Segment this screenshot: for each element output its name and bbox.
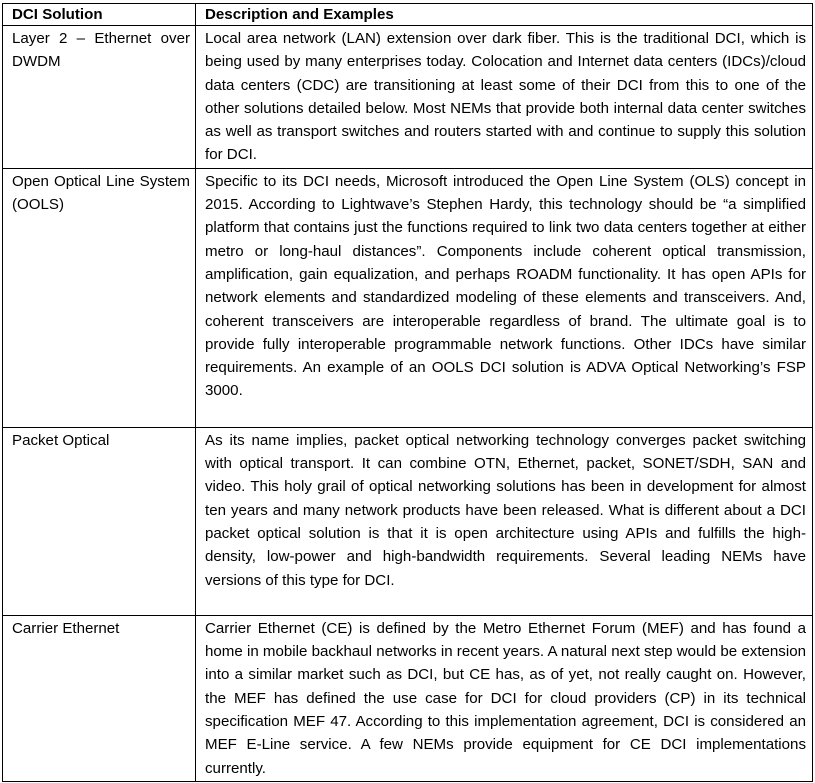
solution-cell: Open Optical Line System (OOLS) [3, 168, 196, 427]
header-dci-solution: DCI Solution [3, 4, 196, 26]
table-row [3, 427, 813, 615]
solution-cell: Carrier Ethernet [3, 615, 196, 781]
table-row [3, 168, 813, 427]
table-row [3, 615, 813, 781]
description-cell: Carrier Ethernet (CE) is defined by the Metro Ethernet Forum (MEF) and has found a home in mobile backhaul networks in recent years. A natural next step would be extension into a similar market such as DCI, but CE has, as of yet, not really caught on. However, the MEF has defined the use case for DCI for cloud providers (CP) in its technical specification MEF 47. According to this implementation agreement, DCI is considered an MEF E-Line service. A few NEMs provide equipment for CE DCI implementations currently. [196, 615, 813, 781]
header-description-and-examples: Description and Examples [196, 4, 813, 26]
description-cell: As its name implies, packet optical networking technology converges packet switching with optical transport. It can combine OTN, Ethernet, packet, SONET/SDH, SAN and video. This holy grail of optical networking solutions has been in development for almost ten years and many network products have been released. What is different about a DCI packet optical solution is that it is open architecture using APIs and fulfills the high-density, low-power and high-bandwidth requirements. Several leading NEMs have versions of this type for DCI. [196, 427, 813, 615]
description-cell: Specific to its DCI needs, Microsoft introduced the Open Line System (OLS) concept in 2015. According to Lightwave’s Stephen Hardy, this technology should be “a simplified platform that contains just the functions required to link two data centers together at either metro or long-haul distances”. Components include coherent optical transmission, amplification, gain equalization, and perhaps ROADM functionality. It has open APIs for network elements and standardized modeling of these elements and transceivers. And, coherent transceivers are interoperable regardless of brand. The ultimate goal is to provide fully interoperable programmable network functions. Other IDCs have similar requirements. An example of an OOLS DCI solution is ADVA Optical Networking’s FSP 3000. [196, 168, 813, 427]
dci-solutions-table [2, 3, 813, 782]
table-header-row [3, 4, 813, 26]
solution-cell: Layer 2 – Ethernet over DWDM [3, 26, 196, 169]
table-row [3, 26, 813, 169]
solution-cell: Packet Optical [3, 427, 196, 615]
description-cell: Local area network (LAN) extension over dark fiber. This is the traditional DCI, which is being used by many enterprises today. Colocation and Internet data centers (IDCs)/cloud data centers (CDC) are transitioning at least some of their DCI from this to one of the other solutions detailed below. Most NEMs that provide both internal data center switches as well as transport switches and routers started with and continue to supply this solution for DCI. [196, 26, 813, 169]
